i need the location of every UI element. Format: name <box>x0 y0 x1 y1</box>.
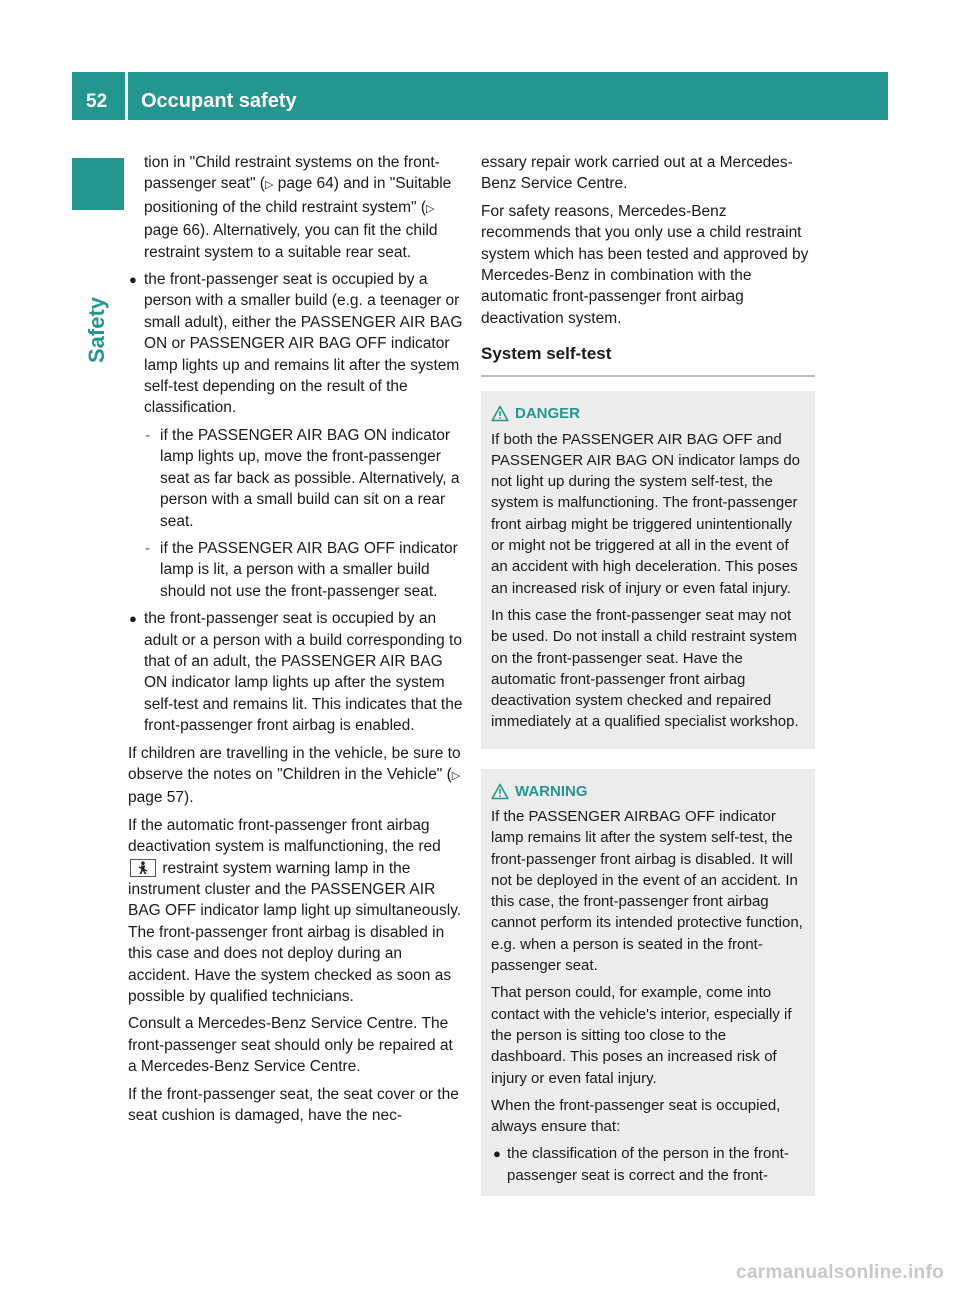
warning-triangle-icon <box>491 783 509 800</box>
malfunction-paragraph: If the automatic front-passenger front airbag deactivation system is malfunctioning, the red restraint system warning lamp in the instrument cluster and the PASSENGER AIR BAG OFF indicator lamp light up simultaneously. The front-passenger front airbag is disabled in this case and does not deploy during an accident. Have the system checked as soon as possible by qualified technicians. <box>128 816 462 1006</box>
danger-title: DANGER <box>515 405 581 423</box>
children-paragraph: If children are travelling in the vehicle, be sure to observe the notes on "Children in the Vehicle" (▷ page 57). <box>128 744 461 807</box>
consult-paragraph: Consult a Mercedes-Benz Service Centre. The front-passenger seat should only be repaired at a Mercedes-Benz Service Centre. <box>128 1015 453 1076</box>
side-tab-text: Safety <box>84 296 110 364</box>
dash-icon: - <box>145 539 151 557</box>
warning-paragraph: When the front-passenger seat is occupied, always ensure that: <box>491 1096 781 1136</box>
page-ref-icon: ▷ <box>264 179 274 192</box>
sub-list-item: - if the PASSENGER AIR BAG OFF indicator lamp is lit, a person with a smaller build should not use the front-passenger seat. <box>145 539 458 600</box>
right-column <box>481 152 815 1216</box>
bullet-icon: ● <box>493 1146 501 1162</box>
danger-box <box>481 391 815 748</box>
list-item: ● the front-passenger seat is occupied by a person with a smaller build (e.g. a teenager or small adult), either the PASSENGER AIR BAG ON or PASSENGER AIR BAG OFF indicator lamp lights up and remains lit after the system self-test depending on the result of the classification. <box>129 271 463 417</box>
section-title: Occupant safety <box>141 90 297 112</box>
sub-list <box>128 425 464 602</box>
safety-paragraph: For safety reasons, Mercedes-Benz recommends that you only use a child restraint system which has been tested and approved by Mercedes-Benz in combination with the automatic front-passenger front airbag deactivation system. <box>481 202 809 327</box>
subsection-heading: System self-test <box>481 335 815 377</box>
bullet-icon: ● <box>129 272 137 288</box>
warning-triangle-icon <box>491 405 509 422</box>
restraint-system-warning-lamp-icon <box>130 859 156 877</box>
bullet-icon: ● <box>129 611 137 627</box>
header-divider <box>125 72 128 120</box>
danger-paragraph: If both the PASSENGER AIR BAG OFF and PASSENGER AIR BAG ON indicator lamps do not light up during the system self-test, the system is malfunctioning. The front-passenger front airbag might be triggered unintentionally or might not be triggered at all in the event of an accident with high deceleration. This poses an increased risk of injury or even fatal injury. <box>491 430 801 597</box>
watermark: carmanualsonline.info <box>736 1262 944 1283</box>
continued-paragraph: essary repair work carried out at a Mercedes-Benz Service Centre. <box>481 154 793 193</box>
page-number: 52 <box>86 91 108 112</box>
side-tab-label <box>82 270 112 390</box>
intro-paragraph: tion in "Child restraint systems on the front-passenger seat" (▷ page 64) and in "Suitable positioning of the child restraint system" (▷ page 66). Alternatively, you can fit the child restraint system to a suitable rear seat. <box>144 154 452 261</box>
left-column <box>128 152 464 1132</box>
dash-icon: - <box>145 426 151 444</box>
list-item: ● the classification of the person in the front-passenger seat is correct and the front- <box>493 1145 789 1184</box>
warning-paragraph: That person could, for example, come into contact with the vehicle's interior, especially if the person is sitting too close to the dashboard. This poses an increased risk of injury or even fatal injury. <box>491 984 792 1087</box>
side-tab-block <box>72 158 124 210</box>
sub-list-item: - if the PASSENGER AIR BAG ON indicator lamp lights up, move the front-passenger seat as far back as possible. Alternatively, a person with a small build can sit on a rear seat. <box>145 426 460 530</box>
page-ref-icon: ▷ <box>451 769 461 782</box>
danger-header <box>491 403 805 424</box>
warning-paragraph: If the PASSENGER AIRBAG OFF indicator lamp remains lit after the system self-test, the front-passenger front airbag is disabled. It will not be deployed in the event of an accident. In this case, the front-passenger front airbag cannot perform its intended protective function, e.g. when a person is seated in the front-passenger seat. <box>491 808 803 975</box>
warning-header <box>491 781 805 802</box>
warning-title: WARNING <box>515 782 588 800</box>
damage-paragraph: If the front-passenger seat, the seat cover or the seat cushion is damaged, have the nec- <box>128 1085 459 1125</box>
danger-paragraph: In this case the front-passenger seat may not be used. Do not install a child restraint system on the front-passenger seat. Have the automatic front-passenger front airbag deactivation system checked and repaired immediately at a qualified specialist workshop. <box>491 606 799 731</box>
list-item: ● the front-passenger seat is occupied by an adult or a person with a build corresponding to that of an adult, the PASSENGER AIR BAG ON indicator lamp lights up after the system self-test and remains lit. This indicates that the front-passenger front airbag is enabled. <box>129 610 463 735</box>
warning-box <box>481 769 815 1196</box>
page-ref-icon: ▷ <box>426 202 435 215</box>
